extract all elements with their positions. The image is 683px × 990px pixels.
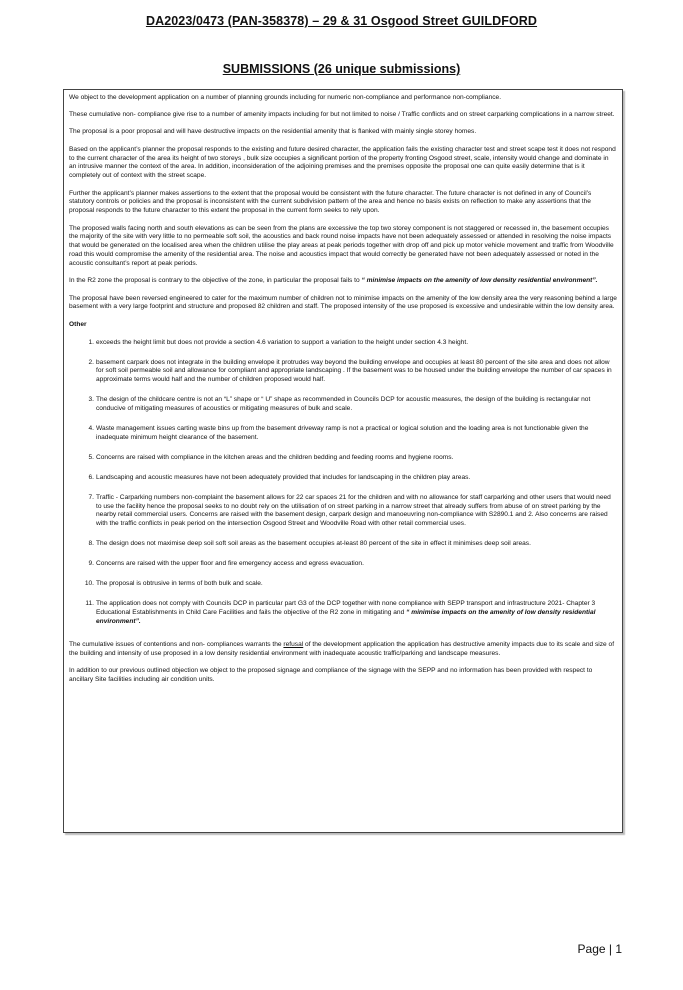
paragraph-poor-proposal: The proposal is a poor proposal and will have destructive impacts on the residential amenity that is flanked with mainly single storey homes. (69, 128, 477, 136)
list-item (69, 396, 617, 414)
list-item-text: Landscaping and acoustic measures have not been adequately provided that includes for landscaping in the children play areas. (96, 473, 471, 481)
paragraph-reverse-engineered: The proposal have been reversed engineered to cater for the maximum number of children not to minimise impacts on the amenity of the low density area the very reasoning behind a large basement with a very large footprint and structure and proposed 82 children and staff. The proposed intensity of the use proposed is excessive and undesirable within the low density area. (69, 294, 617, 311)
list-item-text: The proposal is obtrusive in terms of both bulk and scale. (96, 580, 263, 588)
list-item-number: 3. (88, 396, 94, 404)
cumulative-text-start: The cumulative issues of contentions and non- compliances warrants the (69, 640, 284, 648)
paragraph-future-character: Further the applicant’s planner makes assertions to the extent that the proposal would be consistent with the future character. The future character is not defined in any of Council’s statutory controls or policies and the proposal is inconsistent with the current subdivision pattern of the area and hence no basis exists on reflection to make any assertions that the proposal responds to the future character to this extent the proposal in the current form seeks to rely upon. (69, 189, 592, 215)
r2-text: In the R2 zone the proposal is contrary to the objective of the zone, in particular the proposal fails to (69, 277, 362, 285)
paragraph-objection: We object to the development application on a number of planning grounds including for numeric non-compliance and performance non-compliance. (69, 94, 502, 101)
cumulative-text-end: of the development application the application has destructive amenity impacts due to its scale and size of the building and intensity of use proposed in a low density residential environment with inadequate acoustic traffic/parking and landscape measures. (69, 640, 615, 657)
list-item-number: 10. (84, 580, 94, 588)
list-item-quote: “ minimise impacts on the amenity of low density residential environment”. (96, 608, 596, 625)
list-item-number: 7. (88, 493, 94, 501)
page-number: Page | 1 (577, 942, 622, 956)
refusal-word: refusal (283, 640, 304, 648)
list-item-text: basement carpark does not integrate in the building envelope it protrudes way beyond the building envelope and occupies at least 80 percent of the site area and does not allow for soft soil permeable soil and allowance for compliant and appropriate landscaping . If the basement was to be housed under the building envelope the number of car spaces in approximate terms would half and the number of children proposed would half. (96, 358, 612, 384)
list-item-number: 5. (88, 453, 94, 461)
list-item (69, 454, 617, 463)
paragraph-signage: In addition to our previous outlined objection we object to the proposed signage and compliance of the signage with the SEPP and no information has been provided with respect to ancillary Site facilities including air condition units. (69, 666, 593, 683)
submission-box (63, 89, 623, 833)
list-item-number: 2. (88, 358, 94, 366)
list-item (69, 540, 617, 549)
list-item-text: Waste management issues carting waste bins up from the basement driveway ramp is not a practical or logical solution and the loading area is not functionable given the inadequate minimum height clearance of the basement. (96, 425, 589, 441)
paragraph-walls-noise: The proposed walls facing north and south elevations as can be seen from the plans are excessive the top two storey component is not staggered or recessed in, the basement occupies the majority of the site with very little to no permeable soft soil, the acoustics and back round noise impacts have not been adequately assessed or attended in resolving the noise impacts that would be generated on the localised area when the children utilise the play areas at peak periods together with drop off and pick up motor vehicle movement and traffic from Woodville road this would compromise the amenity of the residential area. The noise and acoustics impact that would correctly be generated have not been adequately assessed or noted in the acoustic consultant’s report at peak periods. (69, 224, 614, 268)
list-item-text: The design of the childcare centre is not an “L” shape or “ U” shape as recommended in Councils DCP for acoustic measures, the design of the building is rectangular not conducive of mitigating measures of acoustics or mitigating measures of bulk and scale. (96, 396, 591, 413)
paragraph-cumulative (69, 641, 617, 659)
document-title: DA2023/0473 (PAN-358378) – 29 & 31 Osgood Street GUILDFORD (145, 14, 538, 28)
objection-list (69, 339, 617, 627)
paragraph-character: Based on the applicant’s planner the proposal responds to the existing and future desired character, the application fails the existing character test and street scape test it does not respond to the current character of the area its height of two storeys , bulk size occupies a significant portion of the property fronting Osgood street, scale, intensity would change and dominate in an intrusive manner the context of the area. In addition, inconsideration of the adjoining premises and the premises opposite the proposal one can quite easily determine that is it completely out of context with the street scape. (69, 145, 616, 180)
list-item-text: exceeds the height limit but does not provide a section 4.6 variation to support a variation to the height under section 4.3 height. (96, 338, 469, 346)
paragraph-r2-zone (69, 277, 617, 286)
list-item (69, 580, 617, 589)
paragraph-amenity-impacts: These cumulative non- compliance give rise to a number of amenity impacts including for but not limited to noise / Traffic conflicts and on street carparking complications in a narrow street. (69, 111, 615, 119)
submissions-heading: SUBMISSIONS (26 unique submissions) (222, 62, 461, 76)
other-heading: Other (69, 320, 87, 328)
list-item-number: 4. (88, 425, 94, 433)
list-item (69, 560, 617, 569)
list-item-number: 8. (88, 540, 94, 548)
list-item-text: Concerns are raised with the upper floor and fire emergency access and egress evacuation. (96, 560, 364, 568)
list-item-text: Traffic - Carparking numbers non-complaint the basement allows for 22 car spaces 21 for the children and with no allowance for staff carparking and other users that would need to use the facility hence the proposal seeks to no doubt rely on the utilisation of on street parking in a narrow street that already suffers from abuse of on street parking by the nearby retail commercial users. Concerns are raised with the basement design, carpark design and manoeuvring non-compliance with S2890.1 and 2. Also concerns are raised with the traffic conflicts in peak period on the intersection Osgood Street and Woodville Road with other retail commercial uses. (96, 493, 611, 528)
list-item-number: 6. (88, 473, 94, 481)
r2-quote: “ minimise impacts on the amenity of low density residential environment”. (361, 277, 598, 285)
list-item-number: 11. (85, 600, 94, 607)
list-item (69, 425, 617, 443)
list-item (69, 359, 617, 386)
list-item-number: 9. (88, 560, 94, 568)
list-item (69, 600, 617, 627)
list-item (69, 339, 617, 348)
list-item-text: Concerns are raised with compliance in the kitchen areas and the children bedding and feeding rooms and hygiene rooms. (96, 453, 454, 461)
list-item-text: The design does not maximise deep soil soft soil areas as the basement occupies at-least 80 percent of the site in effect it minimises deep soil areas. (96, 540, 531, 548)
list-item (69, 474, 617, 483)
list-item-text: The application does not comply with Councils DCP in particular part G3 of the DCP together with none compliance with SEPP transport and infrastructure 2021- Chapter 3 Educational Establishments in Child Care Facilities and fails the objective of the R2 zone in mitigating and (96, 600, 596, 616)
list-item (69, 494, 617, 530)
list-item-number: 1. (88, 338, 94, 346)
